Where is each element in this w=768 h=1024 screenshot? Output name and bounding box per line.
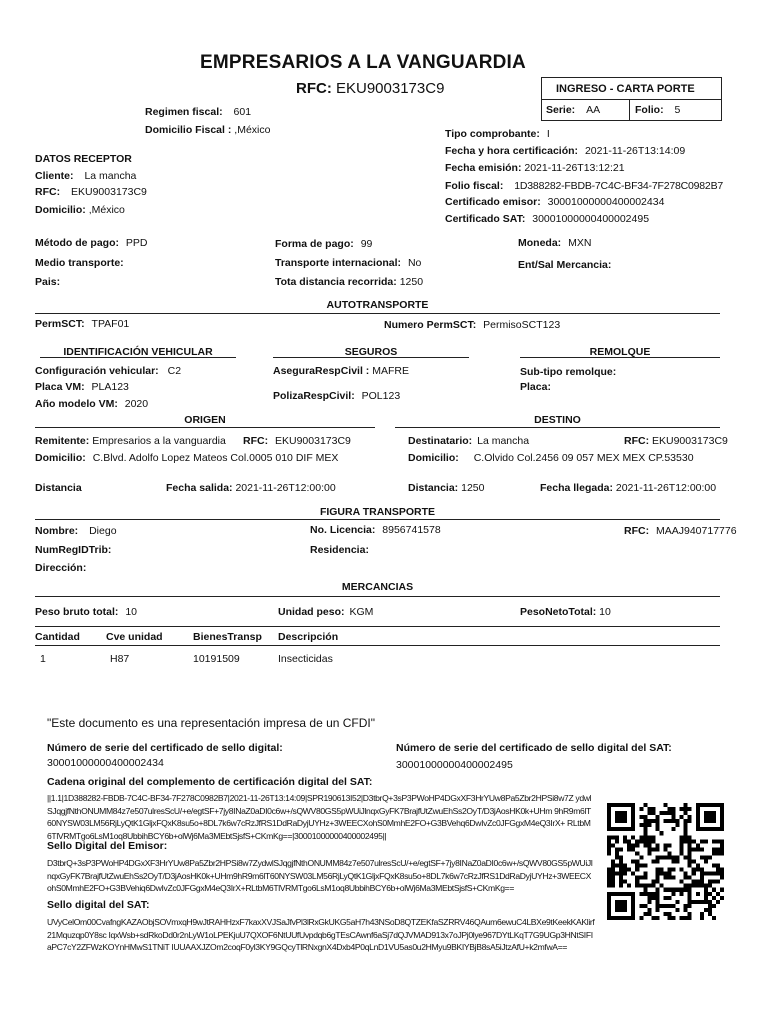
residencia	[310, 544, 369, 556]
forma-pago	[275, 238, 372, 250]
peso-neto-value: 10	[599, 606, 611, 618]
receptor-rfc-value: EKU9003173C9	[71, 186, 147, 198]
origen-rfc-label: RFC:	[243, 435, 269, 447]
nombre-label: Nombre:	[35, 525, 79, 537]
destino-heading: DESTINO	[534, 414, 581, 426]
tipo-comprobante	[445, 128, 550, 140]
cadena-original-value: ||1.1|1D388282-FBDB-7C4C-BF34-7F278C0982B7|2021-11-26T13:14:09|SPR190613I52|D3tbrQ+3sP3PWoHP4DGxXF3HrYUw8Pa5Zbr2HPSi8w7Z ydwlSJqgjfNthONUMM84z7e507ulresScU/+e/egtSF+7jy8INaZ0aDI0c6w+/sQWV80GS5pWUiJlnqxGyFK7BrajfUtZwuEhSs2OyT/D3jAosHK0k+UHm 9hR9m6lT60NYSW03LM56RjLyQtK1GljxFQxK8su5o+8DL7k6w7cRzJfRS1DdRaDyjUYHz+3WEECXohS0MmhE2FO+G3BVehq6DwIvZc0JFGgxM4eQ3IrX+ RLtbM6TlVRMTgo6LsM1oq8UbbihBCY6b+olWj6Ma3MEbtSjsfS+CKmKg==|30001000000400002495||	[47, 793, 592, 841]
origen-rfc-value: EKU9003173C9	[275, 435, 351, 447]
fecha-cert-value: 2021-11-26T13:14:09	[584, 145, 686, 157]
col-bienes-transp: BienesTransp	[193, 631, 262, 643]
destino-domicilio	[408, 452, 694, 464]
tipo-value: I	[546, 128, 550, 140]
peso-bruto	[35, 606, 137, 618]
nombre-value: Diego	[89, 525, 117, 537]
document-type-box	[541, 77, 722, 121]
anio-value: 2020	[124, 398, 149, 410]
permsct-label: PermSCT:	[35, 318, 85, 330]
tipo-label: Tipo comprobante:	[445, 128, 540, 140]
destino-rfc	[624, 435, 728, 447]
folio-fiscal	[445, 180, 723, 192]
destino-distancia	[408, 482, 484, 494]
qr-code-icon	[607, 803, 724, 920]
destino-distancia-label: Distancia:	[408, 482, 459, 494]
permsct	[35, 318, 129, 330]
table-cell-bienes: 10191509	[193, 653, 240, 665]
fecha-salida	[166, 482, 336, 494]
entsal-label: Ent/Sal Mercancia:	[518, 259, 612, 271]
distancia-total	[275, 276, 423, 288]
subtipo-remolque	[520, 366, 616, 378]
cert-sat-label: Certificado SAT:	[445, 213, 526, 225]
pais	[35, 276, 60, 288]
col-descripcion: Descripción	[278, 631, 339, 643]
fecha-salida-label: Fecha salida:	[166, 482, 233, 494]
cliente-value: La mancha	[84, 170, 137, 182]
sello-emisor-label: Sello Digital del Emisor:	[47, 840, 168, 852]
regimen-value: 601	[233, 106, 252, 118]
receptor-cliente	[35, 170, 136, 182]
serie-label: Serie:	[546, 104, 576, 116]
destino-rfc-value: EKU9003173C9	[652, 435, 728, 447]
destino-domicilio-label: Domicilio:	[408, 452, 459, 464]
fecha-llegada-label: Fecha llegada:	[540, 482, 613, 494]
numero-permsct	[384, 319, 560, 331]
ent-sal-mercancia	[518, 259, 611, 271]
folio-field	[635, 104, 680, 116]
table-cell-descripcion: Insecticidas	[278, 653, 333, 665]
remolque-placa-label: Placa:	[520, 381, 551, 393]
origen-heading: ORIGEN	[184, 414, 226, 426]
cert-sat-value: 30001000000400002495	[532, 213, 650, 225]
fecha-emision-value: 2021-11-26T13:12:21	[524, 162, 625, 174]
certificado-emisor	[445, 196, 664, 208]
unidad-peso-value: KGM	[349, 606, 374, 618]
folio-fiscal-label: Folio fiscal:	[445, 180, 504, 192]
metodo-pago-label: Método de pago:	[35, 237, 119, 249]
destino-distancia-value: 1250	[461, 482, 485, 494]
peso-neto	[520, 606, 611, 618]
poliza-label: PolizaRespCivil:	[273, 390, 355, 402]
receptor-heading: DATOS RECEPTOR	[35, 153, 132, 165]
forma-pago-label: Forma de pago:	[275, 238, 354, 250]
receptor-rfc	[35, 186, 147, 198]
origen-distancia	[35, 482, 82, 494]
remitente	[35, 435, 226, 447]
domicilio-fiscal	[145, 124, 270, 136]
table-cell-cve-unidad: H87	[110, 653, 130, 665]
fecha-llegada-value: 2021-11-26T12:00:00	[615, 482, 717, 494]
forma-pago-value: 99	[360, 238, 373, 250]
remitente-label: Remitente:	[35, 435, 90, 447]
transp-int-label: Transporte internacional:	[275, 257, 402, 269]
fecha-emision-label: Fecha emisión:	[445, 162, 522, 174]
fecha-llegada	[540, 482, 716, 494]
figura-rfc-value: MAAJ940717776	[656, 525, 737, 537]
distancia-total-label: Tota distancia recorrida:	[275, 276, 397, 288]
cert-emisor-label: Certificado emisor:	[445, 196, 541, 208]
seguros-heading: SEGUROS	[344, 346, 398, 358]
metodo-pago	[35, 237, 148, 249]
config-label: Configuración vehicular:	[35, 365, 159, 377]
licencia-label: No. Licencia:	[310, 524, 376, 536]
figura-rfc-label: RFC:	[624, 525, 650, 537]
remitente-value: Empresarios a la vanguardia	[92, 435, 226, 447]
folio-value: 5	[674, 104, 681, 116]
sello-sat-label: Sello digital del SAT:	[47, 899, 150, 911]
sello-sat-value: UVyCelOm00CvafngKAZAObjSOVmxqH9wJtRAHHzxF7kaxXVJSaJfvPl3lRxGkUKG5aH7h43NSoD8QTZEKfaSZRRV46QAum6ewuC4LBXe9tKeekKAKlirf21Mquzqp0Y8sc IqxWsb+sdRkoDd0r2nLyW1oLPEKjuU7QXOF6NtUUfUvpdqb6gTEsCAwnf6aSj7dQJVMAD913x7oJPj0lye967DYtLKqT7G9UGp3HNtSIFIaPC7cY2ZFWzKOYnHMwS1TNiT IUUAAXJZOm2coqF0yl3KY9GQcyTlRNxgnX4Dxb4P0qLnD1VU5as0u2HMyu9BKIYBjB8sA5iJtzAfU+k2mfwA==	[47, 917, 595, 952]
peso-neto-label: PesoNetoTotal:	[520, 606, 597, 618]
domicilio-fiscal-label: Domicilio Fiscal :	[145, 124, 232, 136]
moneda-value: MXN	[568, 237, 592, 249]
fecha-certificacion	[445, 145, 685, 157]
origen-rfc	[243, 435, 351, 447]
receptor-domicilio-label: Domicilio:	[35, 204, 86, 216]
placa-vm-value: PLA123	[91, 381, 129, 393]
cfdi-leyenda: "Este documento es una representación impresa de un CFDI"	[47, 716, 376, 730]
cadena-original-label: Cadena original del complemento de certificación digital del SAT:	[47, 776, 373, 788]
medio-transporte	[35, 257, 124, 269]
issuer-rfc-label: RFC:	[296, 80, 332, 97]
figura-licencia	[310, 524, 441, 536]
asegura-value: MAFRE	[372, 365, 409, 377]
col-cantidad: Cantidad	[35, 631, 80, 643]
destinatario-value: La mancha	[477, 435, 530, 447]
placa-vm-label: Placa VM:	[35, 381, 85, 393]
direccion-label: Dirección:	[35, 562, 87, 574]
config-value: C2	[167, 365, 182, 377]
destinatario-label: Destinatario:	[408, 435, 473, 447]
cliente-label: Cliente:	[35, 170, 74, 182]
figura-rfc	[624, 525, 737, 537]
folio-label: Folio:	[635, 104, 664, 116]
fecha-cert-label: Fecha y hora certificación:	[445, 145, 579, 157]
origen-distancia-label: Distancia	[35, 482, 82, 494]
col-cve-unidad: Cve unidad	[106, 631, 163, 643]
receptor-rfc-label: RFC:	[35, 186, 61, 198]
regimen-label: Regimen fiscal:	[145, 106, 223, 118]
permsct-value: TPAF01	[91, 318, 130, 330]
peso-bruto-label: Peso bruto total:	[35, 606, 119, 618]
num-cert-label: Número de serie del certificado de sello digital:	[47, 742, 283, 754]
unidad-peso-label: Unidad peso:	[278, 606, 345, 618]
issuer-rfc-value: EKU9003173C9	[336, 80, 445, 97]
num-cert-sat-label: Número de serie del certificado de sello digital del SAT:	[396, 742, 672, 754]
unidad-peso	[278, 606, 373, 618]
peso-bruto-value: 10	[125, 606, 138, 618]
company-name: EMPRESARIOS A LA VANGUARDIA	[200, 52, 526, 73]
moneda	[518, 237, 591, 249]
transp-int-value: No	[407, 257, 422, 269]
num-perm-value: PermisoSCT123	[483, 319, 561, 331]
poliza-value: POL123	[361, 390, 401, 402]
numreg-label: NumRegIDTrib:	[35, 544, 112, 556]
issuer-rfc	[296, 80, 444, 97]
anio-modelo	[35, 398, 148, 410]
receptor-domicilio-value: ,México	[88, 204, 125, 216]
remolque-placa	[520, 381, 551, 393]
num-cert-sat-value: 30001000000400002495	[396, 759, 513, 771]
certificado-sat	[445, 213, 649, 225]
medio-transporte-label: Medio transporte:	[35, 257, 124, 269]
destino-domicilio-value: C.Olvido Col.2456 09 057 MEX MEX CP.53530	[473, 452, 694, 464]
receptor-domicilio	[35, 204, 125, 216]
asegura-resp-civil	[273, 365, 409, 377]
serie-value: AA	[586, 104, 601, 116]
destino-rfc-label: RFC:	[624, 435, 650, 447]
sello-emisor-value: D3tbrQ+3sP3PWoHP4DGxXF3HrYUw8Pa5Zbr2HPSi8w7ZydwlSJqgjfNthONUMM84z7e507ulresScU/+e/egtSF+7jy8INaZ0aDI0c6w+/sQWV80GS5pWUiJlnqxGyFK7BrajfUtZwuEhSs2OyT/D3jAosHK0k+UHm9hR9m6lT60NYSW03LM56RjLyQtK1GljxFQxK8su5o+8DL7k6w7cRzJfRS1DdRaDyjUYHz+3WEECXohS0MmhE2FO+G3BVehiq6DwIvZc0JFGgxM4eQ3IrX+RLtbM6TlVRMTgo6LsM1oq8UbbihBCY6b+olWj6Ma3MEbtSjsfS+CKmKg==	[47, 858, 593, 893]
figura-heading: FIGURA TRANSPORTE	[319, 506, 436, 518]
regimen-fiscal	[145, 106, 251, 118]
asegura-label: AseguraRespCivil :	[273, 365, 370, 377]
autotransporte-heading: AUTOTRANSPORTE	[326, 299, 429, 311]
fecha-emision	[445, 162, 625, 174]
mercancias-heading: MERCANCIAS	[341, 581, 414, 593]
licencia-value: 8956741578	[382, 524, 441, 536]
fecha-salida-value: 2021-11-26T12:00:00	[235, 482, 336, 494]
folio-fiscal-value: 1D388282-FBDB-7C4C-BF34-7F278C0982B7	[514, 180, 724, 192]
residencia-label: Residencia:	[310, 544, 369, 556]
document-type-title: INGRESO - CARTA PORTE	[556, 83, 695, 95]
destinatario	[408, 435, 529, 447]
figura-nombre	[35, 525, 117, 537]
num-perm-label: Numero PermSCT:	[384, 319, 477, 331]
table-cell-cantidad: 1	[40, 653, 46, 665]
anio-label: Año modelo VM:	[35, 398, 118, 410]
poliza-resp-civil	[273, 390, 400, 402]
subtipo-label: Sub-tipo remolque:	[520, 366, 617, 378]
num-cert-value: 30001000000400002434	[47, 757, 164, 769]
placa-vm	[35, 381, 129, 393]
origen-domicilio-label: Domicilio:	[35, 452, 86, 464]
metodo-pago-value: PPD	[125, 237, 148, 249]
domicilio-fiscal-value: ,México	[234, 124, 271, 136]
serie-field	[546, 104, 600, 116]
distancia-total-value: 1250	[399, 276, 424, 288]
remolque-heading: REMOLQUE	[589, 346, 651, 358]
direccion	[35, 562, 86, 574]
config-vehicular	[35, 365, 181, 377]
moneda-label: Moneda:	[518, 237, 562, 249]
origen-domicilio-value: C.Blvd. Adolfo Lopez Mateos Col.0005 010 DIF MEX	[92, 452, 339, 464]
cert-emisor-value: 30001000000400002434	[547, 196, 665, 208]
pais-label: Pais:	[35, 276, 61, 288]
transporte-internacional	[275, 257, 421, 269]
vehicular-heading: IDENTIFICACIÓN VEHICULAR	[63, 346, 213, 358]
origen-domicilio	[35, 452, 338, 464]
numregidtrib	[35, 544, 111, 556]
